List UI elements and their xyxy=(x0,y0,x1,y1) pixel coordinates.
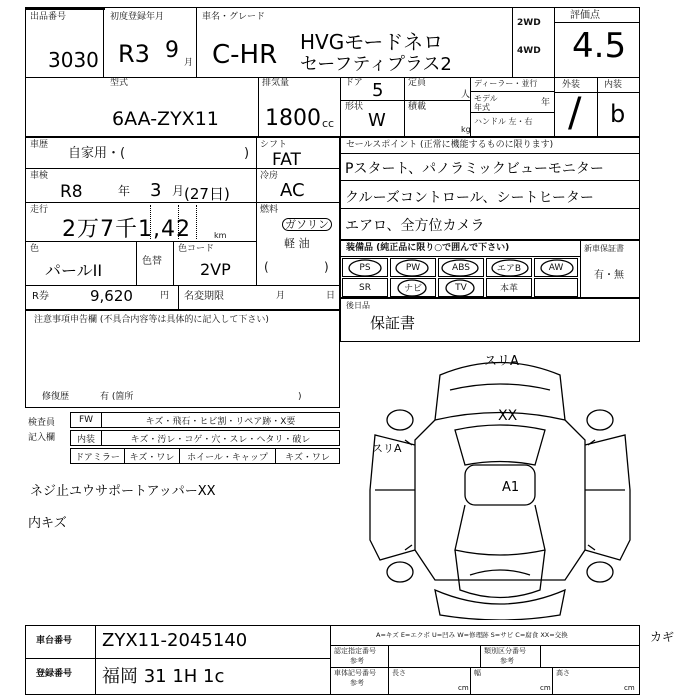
color-code-paren-close: ) xyxy=(324,260,329,274)
displacement-unit: cc xyxy=(322,117,335,130)
wheel-text: キズ・ワレ xyxy=(275,448,340,464)
doors-value: 5 xyxy=(372,80,384,101)
dealer-label: ディーラー・並行 xyxy=(474,79,538,88)
interior-label: 内装 xyxy=(70,430,102,446)
sales-line1: Pスタート、パノラミックビューモニター xyxy=(345,161,604,177)
car-damage-diagram xyxy=(360,350,640,620)
shift-label: シフト xyxy=(260,140,288,150)
fuel-gasoline: ガソリン xyxy=(282,218,332,231)
fw-label: FW xyxy=(70,412,102,428)
model-year-label: モデル年式 xyxy=(474,94,498,112)
diagram-roof-note: XX xyxy=(498,408,518,424)
sales-line2: クルーズコントロール、シートヒーター xyxy=(345,190,594,206)
first-reg-unit: 月 xyxy=(184,58,194,68)
class-label: 類別区分番号 xyxy=(484,647,526,655)
equip-abs: ABS xyxy=(438,258,484,277)
displacement-value: 1800 xyxy=(265,106,321,131)
repair-value: 有 (箇所 xyxy=(100,392,134,402)
doors-label: ドア xyxy=(345,78,363,88)
handwritten-note-2: 内キズ xyxy=(28,516,67,531)
model-label: 車名・グレード xyxy=(202,12,266,22)
color-value: パールII xyxy=(45,261,103,280)
cert-label: 認定指定番号 xyxy=(334,647,376,655)
mirror-label: ドアミラー xyxy=(70,448,125,464)
repair-close: ) xyxy=(298,392,302,402)
interior-text: キズ・汚レ・コゲ・穴・スレ・ヘタリ・破レ xyxy=(101,430,340,446)
color-code-paren-open: ( xyxy=(264,260,269,274)
width-label: 幅 xyxy=(474,669,481,677)
inspector-label2: 記入欄 xyxy=(28,433,56,443)
body-serial-label: 車体記号番号 xyxy=(334,669,376,677)
type-value: 6AA-ZYX11 xyxy=(112,108,219,130)
equip-navi: ナビ xyxy=(390,278,436,297)
drive-2wd: 2WD xyxy=(517,18,541,28)
new-warranty-value: 有・無 xyxy=(594,270,624,281)
load-unit: kg xyxy=(461,125,471,134)
equipment-header: 装備品 (純正品に限り○で囲んで下さい) xyxy=(346,243,510,253)
length-unit: cm xyxy=(458,684,469,692)
diagram-side-note: スリA xyxy=(372,442,402,455)
first-reg-era: R3 xyxy=(118,40,150,68)
shape-value: W xyxy=(368,110,386,131)
capacity-label: 定員 xyxy=(408,78,427,88)
usage-label: 車歴 xyxy=(30,140,49,150)
name-change-day: 日 xyxy=(326,291,336,301)
shift-value: FAT xyxy=(272,150,301,170)
capacity-unit: 人 xyxy=(461,90,471,100)
sales-line3: エアロ、全方位カメラ xyxy=(345,218,485,234)
plate-value: 福岡 31 1H 1c xyxy=(102,666,225,687)
fuel-diesel: 軽 油 xyxy=(284,237,310,250)
handle-label: ハンドル 左・右 xyxy=(474,117,533,126)
ac-label: 冷房 xyxy=(260,171,279,181)
after-label: 後日品 xyxy=(346,301,370,310)
length-label: 長さ xyxy=(392,669,406,677)
int-value: b xyxy=(610,100,626,128)
lot-value: 3030 xyxy=(48,48,99,72)
score-value: 4.5 xyxy=(572,26,627,66)
body-serial-sub: 参考 xyxy=(350,679,364,687)
displacement-label: 排気量 xyxy=(262,78,290,88)
inspection-day: (27日) xyxy=(184,185,230,203)
equip-pw: PW xyxy=(390,258,436,277)
wheel-label: ホイール・キャップ xyxy=(179,448,276,464)
mileage-unit: km xyxy=(214,231,227,240)
ac-value: AC xyxy=(280,180,305,201)
height-unit: cm xyxy=(624,684,635,692)
chassis-label: 車台番号 xyxy=(36,636,73,646)
load-label: 積載 xyxy=(408,102,427,112)
inspection-era: R8 xyxy=(60,182,83,202)
plate-label: 登録番号 xyxy=(36,669,73,679)
repair-label: 修復歴 xyxy=(42,392,70,402)
new-warranty-label: 新車保証書 xyxy=(584,244,624,253)
ext-value: / xyxy=(568,90,582,136)
handwritten-note-1: ネジ止ユウサポートアッパーXX xyxy=(30,484,216,499)
usage-close: ) xyxy=(244,146,250,161)
color-code-value: 2VP xyxy=(200,260,231,279)
recycle-label: R券 xyxy=(32,291,49,302)
first-reg-label: 初度登録年月 xyxy=(110,12,165,22)
fw-text: キズ・飛石・ヒビ割・リペア跡・X要 xyxy=(101,412,340,428)
name-change-label: 名変期限 xyxy=(184,291,224,302)
recycle-value: 9,620 xyxy=(90,287,133,305)
equip-sr: SR xyxy=(342,278,388,297)
shape-label: 形状 xyxy=(345,102,364,112)
grade-line1: HVGモードネロ xyxy=(300,30,444,54)
equip-airbag: エアB xyxy=(486,258,532,277)
width-unit: cm xyxy=(540,684,551,692)
fuel-label: 燃料 xyxy=(260,205,279,215)
diagram-right-note: カギ xyxy=(650,630,675,644)
chassis-value: ZYX11-2045140 xyxy=(102,630,248,651)
inspection-year-unit: 年 xyxy=(118,184,131,198)
model-year-unit: 年 xyxy=(541,98,551,108)
lot-label: 出品番号 xyxy=(30,12,67,22)
mirror-text: キズ・ワレ xyxy=(124,448,180,464)
diagram-body-note: A1 xyxy=(502,480,520,495)
footer-legend: A=キズ E=エクボ U=凹み W=修理跡 S=サビ C=腐食 XX=交換 xyxy=(376,631,568,639)
equip-leather: 本革 xyxy=(486,278,532,297)
color-change-label: 色替 xyxy=(142,256,162,267)
inspector-label1: 検査員 xyxy=(28,418,56,428)
grade-line2: セーフティプラス2 xyxy=(300,54,452,75)
class-sub: 参考 xyxy=(500,657,514,665)
cert-sub: 参考 xyxy=(350,657,364,665)
diagram-top-note: スリA xyxy=(484,354,519,369)
equip-ps: PS xyxy=(342,258,388,277)
first-reg-month: 9 xyxy=(165,38,179,63)
type-label: 型式 xyxy=(110,78,129,88)
after-value: 保証書 xyxy=(370,314,416,332)
mileage-label: 走行 xyxy=(30,205,49,215)
inspection-month-unit: 月 xyxy=(172,184,185,198)
int-label: 内装 xyxy=(604,80,623,90)
color-label: 色 xyxy=(30,244,40,254)
inspection-month: 3 xyxy=(150,180,162,201)
notes-header: 注意事項申告欄 (不具合内容等は具体的に記入して下さい) xyxy=(34,315,269,325)
inspection-label: 車検 xyxy=(30,171,49,181)
color-code-label: 色コード xyxy=(178,244,215,254)
recycle-unit: 円 xyxy=(160,291,170,301)
sales-header: セールスポイント (正常に機能するものに限ります) xyxy=(346,140,554,150)
score-label: 評価点 xyxy=(570,10,600,21)
name-change-month: 月 xyxy=(276,291,286,301)
model-name: C-HR xyxy=(212,40,278,70)
height-label: 高さ xyxy=(556,669,570,677)
ext-label: 外装 xyxy=(562,80,581,90)
equip-tv: TV xyxy=(438,278,484,297)
drive-4wd: 4WD xyxy=(517,46,541,56)
mileage-value: 2万7千1,42 xyxy=(62,217,191,242)
usage-value: 自家用・( xyxy=(68,146,126,161)
equip-aw: AW xyxy=(534,258,578,277)
